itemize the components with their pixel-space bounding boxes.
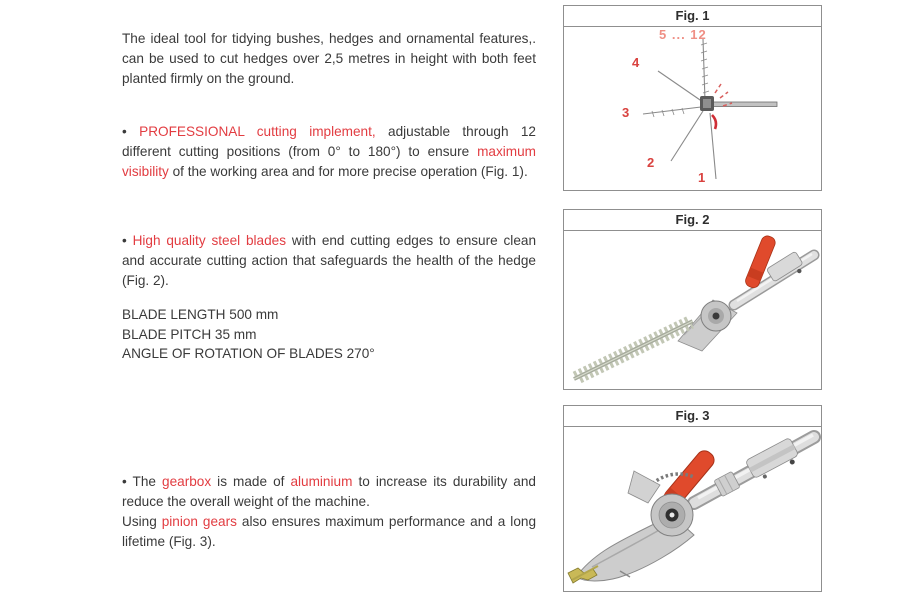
figure-1-panel [563,5,822,191]
pivot-hub [651,494,693,536]
spec-line-blade-length: BLADE LENGTH 500 mm [122,307,279,322]
hedge-trimmer-image [564,231,821,389]
body-text: to increase its durability and reduce the overall weight of the machine. [122,474,536,509]
highlighted-text: PROFESSIONAL cutting implement, [139,124,376,139]
body-text: also ensures maximum performance and a long lifetime (Fig. 3). [122,514,537,549]
figure-3-title: Fig. 3 [564,406,821,427]
bracket-plate [628,471,660,503]
pivot-gear [701,301,731,331]
intro-paragraph [122,29,536,89]
figure-1-canvas [564,27,821,190]
position-label-4: 4 [632,55,640,70]
position-label-2: 2 [647,155,655,170]
highlighted-text: aluminium [290,474,353,489]
spec-line-blade-pitch: BLADE PITCH 35 mm [122,326,257,342]
cutting-blade [572,317,695,383]
gearbox-closeup-image [564,427,821,591]
gearbox-paragraph-line2 [122,512,536,552]
body-text: of the working area and for more precise operation (Fig. 1). [168,164,528,179]
professional-feature-paragraph [122,122,536,182]
body-text: is made of [211,474,291,489]
body-text: • [122,124,140,139]
figure-3-canvas [564,427,821,591]
figure-2-canvas [564,231,821,389]
figure-3-panel [563,405,822,592]
spec-line-rotation-angle: ANGLE OF ROTATION OF BLADES 270° [122,346,375,361]
body-text: • [122,233,133,248]
highlighted-text: maximum visibility [122,144,536,179]
figure-1-title: Fig. 1 [564,6,821,27]
body-text: with end cutting edges to ensure clean and accurate cutting action that safeguards the health of the hedge (Fig. 2). [122,233,537,288]
clamp-bracket [745,437,801,483]
shaft-bar [713,102,777,107]
position-label-1: 1 [698,170,706,185]
cutting-positions-diagram [564,27,821,190]
gearbox-paragraph-line1 [122,472,536,512]
highlighted-text: gearbox [162,474,212,489]
body-text: • The [122,474,163,489]
highlighted-text: High quality steel blades [132,233,287,248]
blade-specs [122,305,536,364]
body-text: adjustable through 12 different cutting positions (from 0° to 180°) to ensure [122,124,536,159]
hub-icon [700,96,714,111]
body-text: Using [122,514,162,529]
gearbox-paragraph [122,472,536,552]
blades-feature-paragraph [122,231,536,291]
highlighted-text: pinion gears [161,514,237,529]
body-text: The ideal tool for tidying bushes, hedges and ornamental features,. can be used to cut hedges over 2,5 metres in height with both feet planted firmly on the ground. [122,31,536,86]
figure-2-panel [563,209,822,390]
position-label-5-12: 5 ... 12 [659,27,707,42]
figure-2-title: Fig. 2 [564,210,821,231]
position-label-3: 3 [622,105,630,120]
rotation-arc-mark [712,115,716,129]
